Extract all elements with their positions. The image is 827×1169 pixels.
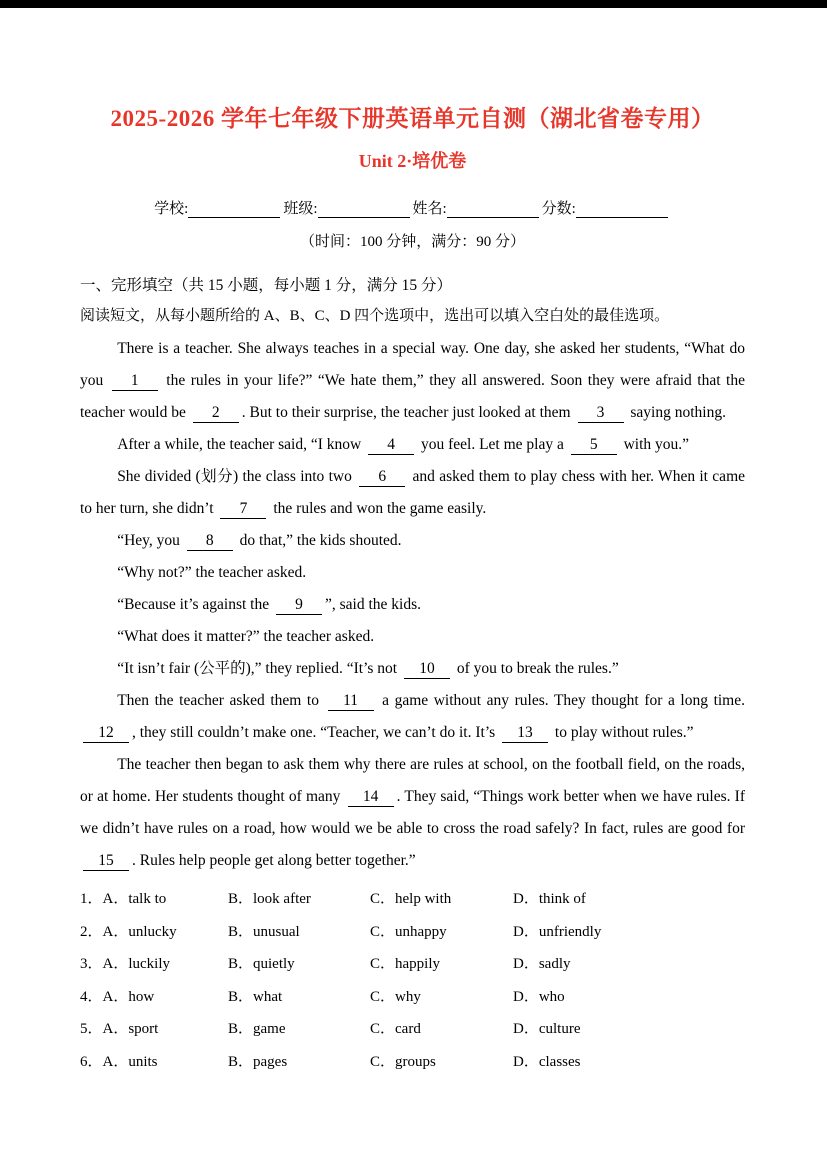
cloze-blank-11: 11 [328,692,374,711]
question-4-number-and-option-a: 4．A．how [80,988,155,1005]
question-4-option-b: B．what [228,988,283,1005]
question-2-number-and-option-a: 2．A．unlucky [80,923,177,940]
exam-meta: （时间：100 分钟，满分：90 分） [299,234,525,250]
info-field [413,197,542,218]
question-5-option-d: D．culture [513,1021,581,1037]
question-3-number-and-option-a: 3．A．luckily [80,956,170,972]
question-row [80,948,745,981]
cloze-blank-12: 12 [83,724,129,743]
passage-paragraph: “It isn’t fair (公平的),” they replied. “It’s not 10 of you to break the rules.” [117,660,619,677]
cloze-passage [80,333,745,877]
question-list [80,883,745,1078]
passage-paragraph: There is a teacher. She always teaches in a special way. One day, she asked her students, “What do you 1 the rules in your life?” “We hate them,” they all answered. Soon they were afraid that the teacher would be 2 . But to their surprise, the teacher just looked at them 3 saying nothing. [80,340,745,421]
passage-paragraph: Then the teacher asked them to 11 a game without any rules. They thought for a long time. 12 , they still couldn’t make one. “Teacher, we can’t do it. It’s 13 to play without rules.” [80,685,745,749]
cloze-blank-1: 1 [112,372,158,391]
cloze-blank-14: 14 [348,788,394,807]
question-1-option-b: B．look after [228,891,311,907]
question-row [80,883,745,916]
info-field-label: 分数: [541,201,576,217]
passage-paragraph: “What does it matter?” the teacher asked. [117,628,375,645]
passage-paragraph: She divided (划分) the class into two 6 and asked them to play chess with her. When it came to her turn, she didn’t 7 the rules and won the game easily. [80,468,746,517]
cloze-blank-5: 5 [571,436,617,455]
passage-paragraph: “Hey, you 8 do that,” the kids shouted. [117,532,402,549]
info-blank-line [188,203,280,218]
passage-paragraph: “Why not?” the teacher asked. [117,564,307,581]
question-row [80,916,745,949]
info-field [154,197,283,218]
info-field-label: 班级: [283,201,318,217]
student-info-line [80,197,745,218]
question-4-option-c: C．why [370,988,421,1005]
section-instruction: 阅读短文，从每小题所给的 A、B、C、D 四个选项中，选出可以填入空白处的最佳选项。 [80,308,670,324]
question-2-option-b: B．unusual [228,923,300,940]
info-field-label: 学校: [154,201,189,217]
question-6-option-d: D．classes [513,1053,581,1070]
info-field [542,197,671,218]
top-border [0,0,827,8]
question-2-option-d: D．unfriendly [513,923,602,940]
section-heading: 一、完形填空（共 15 小题，每小题 1 分，满分 15 分） [80,277,453,294]
cloze-blank-8: 8 [187,532,233,551]
question-1-option-c: C．help with [370,891,452,907]
question-6-number-and-option-a: 6．A．units [80,1053,158,1070]
passage-paragraph: “Because it’s against the 9 ”, said the kids. [117,596,421,613]
paper-title: 2025-2026 学年七年级下册英语单元自测（湖北省卷专用） [110,106,715,131]
cloze-blank-15: 15 [83,852,129,871]
passage-paragraph: After a while, the teacher said, “I know 4 you feel. Let me play a 5 with you.” [117,436,690,453]
passage-paragraph: The teacher then began to ask them why there are rules at school, on the football field, on the roads, or at home. Her students thought of many 14 . They said, “Things work better when we have rules. If we didn’t have rules on a road, how would we be able to cross the road safely? In fact, rules are good for 15 . Rules help people get along better together.” [80,756,745,869]
question-3-option-d: D．sadly [513,956,571,972]
cloze-blank-13: 13 [502,724,548,743]
info-field [283,197,412,218]
cloze-blank-4: 4 [368,436,414,455]
question-row [80,981,745,1014]
question-3-option-b: B．quietly [228,956,295,972]
question-5-number-and-option-a: 5．A．sport [80,1021,159,1037]
question-5-option-c: C．card [370,1021,421,1037]
paper-subtitle: Unit 2·培优卷 [358,151,467,171]
question-1-number-and-option-a: 1．A．talk to [80,891,167,907]
cloze-blank-7: 7 [220,500,266,519]
question-5-option-b: B．game [228,1021,286,1037]
cloze-blank-10: 10 [404,660,450,679]
question-row [80,1046,745,1079]
question-2-option-c: C．unhappy [370,923,447,940]
info-field-label: 姓名: [412,201,447,217]
cloze-blank-3: 3 [578,404,624,423]
info-blank-line [447,203,539,218]
cloze-blank-9: 9 [276,596,322,615]
info-blank-line [576,203,668,218]
info-blank-line [318,203,410,218]
question-6-option-b: B．pages [228,1053,288,1070]
question-4-option-d: D．who [513,988,565,1005]
question-6-option-c: C．groups [370,1053,436,1070]
question-row [80,1013,745,1046]
question-1-option-d: D．think of [513,891,586,907]
question-3-option-c: C．happily [370,956,440,972]
cloze-blank-6: 6 [359,468,405,487]
cloze-blank-2: 2 [193,404,239,423]
